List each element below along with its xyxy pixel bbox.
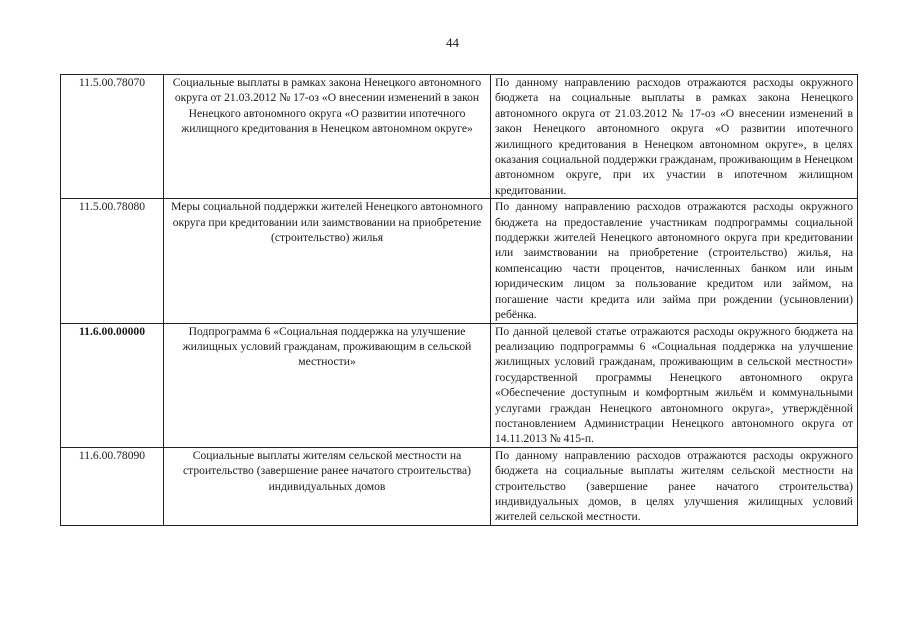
row-code: 11.6.00.00000 [61,323,164,447]
row-code: 11.5.00.78080 [61,199,164,323]
row-name: Социальные выплаты в рамках закона Ненецкого автономного округа от 21.03.2012 № 17-оз «О внесении изменений в закон Ненецкого автономного округа «О развитии ипотечного жилищного кредитования в Ненецком автономном округе» [164,75,491,199]
row-description: По данному направлению расходов отражаются расходы окружного бюджета на социальные выплаты в рамках закона Ненецкого автономного округа от 21.03.2012 № 17-оз «О внесении изменений в закон Ненецкого автономного округа «О развитии ипотечного жилищного кредитования в Ненецком автономном округе», в целях оказания социальной поддержки гражданам, проживающим в Ненецком автономном округе, при их участии в ипотечном жилищном кредитовании. [491,75,858,199]
row-description: По данной целевой статье отражаются расходы окружного бюджета на реализацию подпрограммы 6 «Социальная поддержка на улучшение жилищных условий гражданам, проживающим в сельской местности» государственной программы Ненецкого автономного округа «Обеспечение доступным и комфортным жильём и коммунальными услугами граждан Ненецкого автономного округа», утверждённой постановлением Администрации Ненецкого автономного округа от 14.11.2013 № 415-п. [491,323,858,447]
table-row [61,75,858,199]
table-row [61,199,858,323]
table-row [61,447,858,525]
row-description: По данному направлению расходов отражаются расходы окружного бюджета на предоставление участникам подпрограммы социальной поддержки жителей Ненецкого автономного округа при кредитовании или заимствовании на приобретение (строительство) жилья, на компенсацию части процентов, начисленных банком или иным юридическим лицом за пользование кредитом или займом, на погашение части кредита или займа при рождении (усыновлении) ребёнка. [491,199,858,323]
page-number: 44 [446,35,459,50]
row-code: 11.6.00.78090 [61,447,164,525]
budget-classification-table [60,74,858,526]
row-name: Подпрограмма 6 «Социальная поддержка на улучшение жилищных условий гражданам, проживающим в сельской местности» [164,323,491,447]
row-code: 11.5.00.78070 [61,75,164,199]
row-description: По данному направлению расходов отражаются расходы окружного бюджета на социальные выплаты жителям сельской местности на строительство (завершение ранее начатого строительства) индивидуальных домов, в целях улучшения жилищных условий жителей сельской местности. [491,447,858,525]
row-name: Меры социальной поддержки жителей Ненецкого автономного округа при кредитовании или заимствовании на приобретение (строительство) жилья [164,199,491,323]
table-row [61,323,858,447]
row-name: Социальные выплаты жителям сельской местности на строительство (завершение ранее начатого строительства) индивидуальных домов [164,447,491,525]
